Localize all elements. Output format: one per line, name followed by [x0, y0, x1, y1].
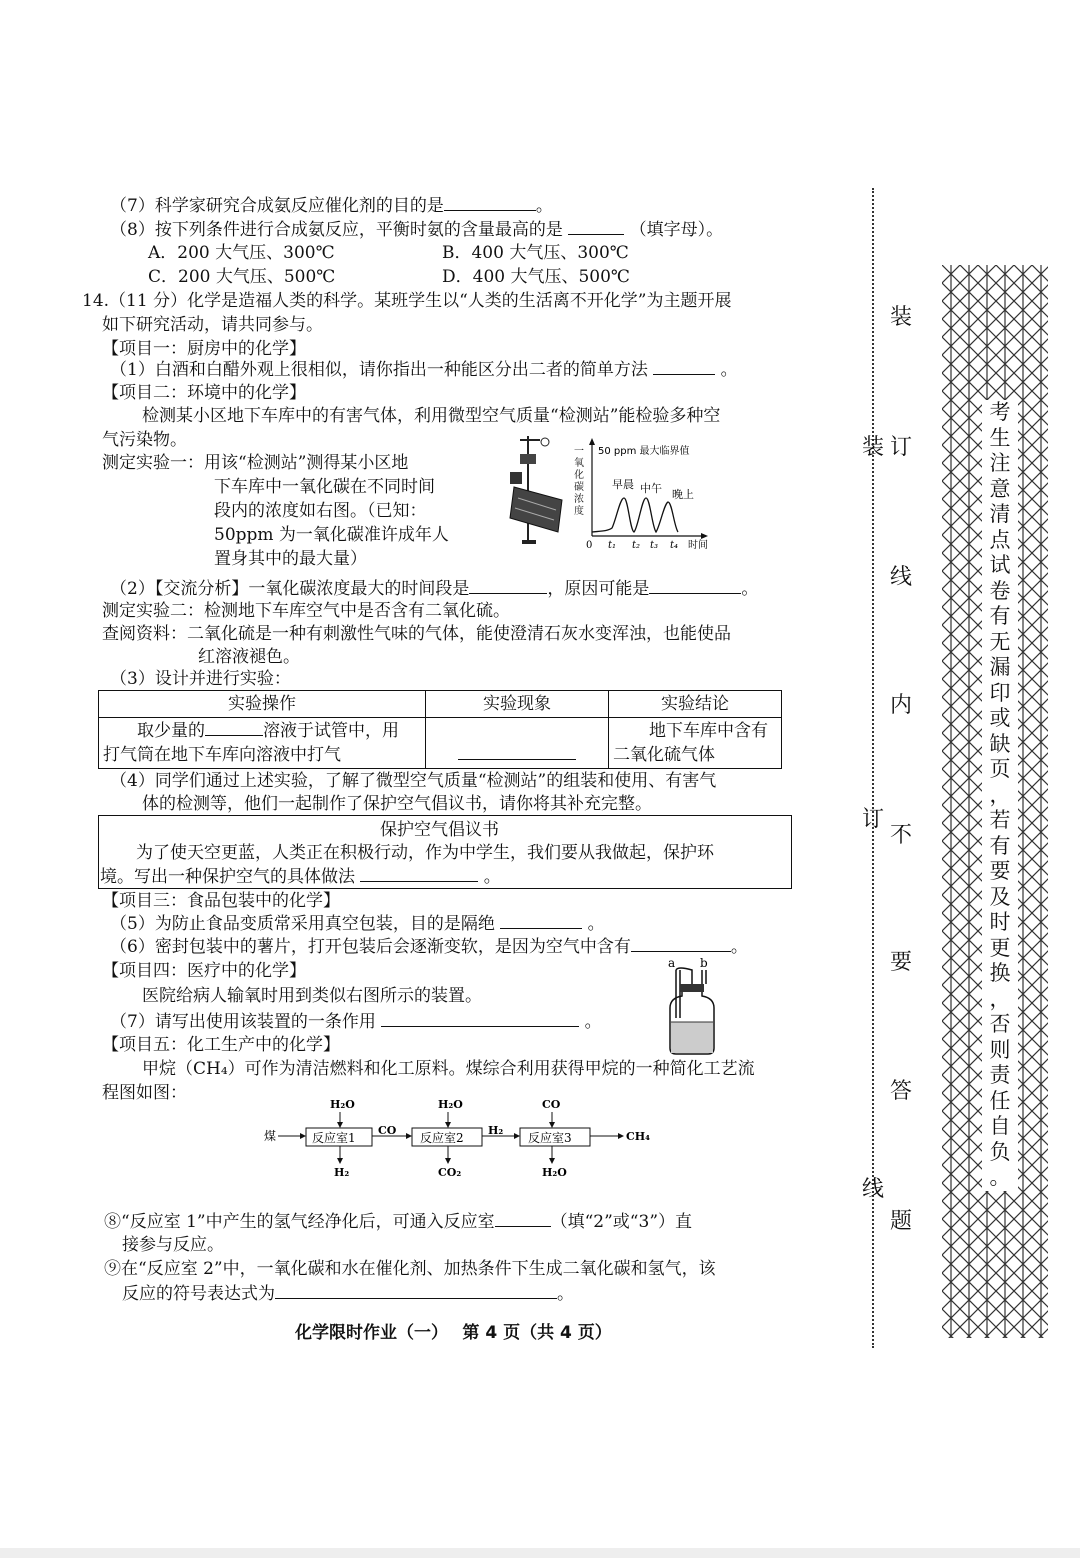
x-axis-arrow [701, 533, 708, 539]
annotation-noon: 中午 [640, 482, 662, 495]
co-concentration-chart [568, 436, 728, 554]
answer-blank[interactable] [444, 194, 536, 211]
p2-intro2: 气污染物。 [102, 430, 187, 450]
answer-blank[interactable] [205, 719, 263, 736]
process-flow-diagram [258, 1096, 658, 1180]
output2-label: CO₂ [438, 1166, 462, 1179]
input3-label: CO [542, 1098, 561, 1111]
side-char: 订 [862, 807, 885, 832]
y-axis-label-char: 化 [574, 470, 584, 481]
q9-circled-line1: ⑨在“反应室 2”中，一氧化碳和水在催化剂、加热条件下生成二氧化碳和氢气，该 [104, 1259, 716, 1279]
annotation-morning: 早晨 [612, 478, 634, 491]
exam-notice [982, 400, 1018, 1191]
side-char: 订 [890, 435, 913, 460]
side-char: 装 [890, 305, 913, 330]
tick-0: 0 [586, 540, 593, 551]
link1-label: CO [378, 1124, 397, 1137]
answer-blank[interactable] [653, 358, 715, 375]
tick-t2: t₂ [632, 540, 641, 551]
p4-intro: 医院给病人输氧时用到类似右图所示的装置。 [142, 986, 482, 1006]
exp1-line4: 50ppm 为一氧化碳准许成年人 [214, 525, 449, 545]
exam-notice-text: 考 生 注 意 清 点 试 卷 有 无 漏 印 或 缺 页 ， 若 有 要 及 时 更 换 ， 否 则 责 任 自 负 。 [989, 400, 1011, 1189]
co-series-line [592, 498, 678, 532]
y-axis-arrow [589, 438, 595, 445]
project3-heading: 【项目三：食品包装中的化学】 [102, 891, 340, 911]
experiment-table [98, 690, 782, 769]
q5-line: （5）为防止食品变质常采用真空包装，目的是隔绝 。 [110, 914, 605, 934]
q7-line: （7）科学家研究合成氨反应催化剂的目的是 。 [110, 196, 553, 216]
p5-line2: 程图如图： [102, 1083, 187, 1103]
option-a: A．200 大气压、300℃ [148, 243, 335, 263]
q14-line1: 14.（11 分）化学是造福人类的科学。某班学生以“人类的生活离不开化学”为主题开展 [82, 291, 732, 311]
cell-phenomenon [426, 718, 609, 769]
y-axis-label-char: 度 [574, 506, 584, 517]
p2-intro1: 检测某小区地下车库中的有害气体，利用微型空气质量“检测站”能检验多种空 [142, 406, 721, 426]
answer-blank[interactable] [568, 218, 624, 235]
p1-q1-line: （1）白酒和白醋外观上很相似，请你指出一种能区分出二者的简单方法 。 [110, 360, 738, 380]
side-char: 不 [890, 823, 913, 848]
q8-line: （8）按下列条件进行合成氨反应，平衡时氨的含量最高的是 （填字母）。 [110, 220, 724, 240]
side-char: 要 [890, 950, 913, 975]
exp1-line1: 测定实验一：用该“检测站”测得某小区地 [102, 453, 409, 473]
exp1-line3: 段内的浓度如右图。（已知： [214, 501, 427, 521]
tick-t1: t₁ [608, 540, 617, 551]
answer-blank[interactable] [381, 1010, 579, 1027]
q14-line2: 如下研究活动，请共同参与。 [102, 315, 323, 335]
q7b-line: （7）请写出使用该装置的一条作用 。 [110, 1012, 602, 1032]
option-b: B．400 大气压、300℃ [442, 243, 629, 263]
side-char: 题 [890, 1209, 913, 1234]
project2-heading: 【项目二：环境中的化学】 [102, 383, 306, 403]
q4-line2: 体的检测等，他们一起制作了保护空气倡议书，请你将其补充完整。 [142, 794, 652, 814]
page-bottom-edge [0, 1548, 1080, 1558]
proposal-title: 保护空气倡议书 [380, 820, 499, 840]
proposal-line1: 为了使天空更蓝，人类正在积极行动，作为中学生，我们要从我做起，保护环 [136, 843, 714, 863]
y-axis-label-char: 浓 [574, 494, 584, 505]
proposal-line2: 境。写出一种保护空气的具体做法 。 [100, 867, 501, 887]
annotation-evening: 晚上 [672, 488, 694, 501]
q8-circled-line2: 接参与反应。 [122, 1235, 224, 1255]
cell-conclusion: 地下车库中含有 二氧化硫气体 [609, 718, 782, 769]
table-row [99, 718, 782, 769]
exp2-line: 测定实验二：检测地下车库空气中是否含有二氧化硫。 [102, 601, 510, 621]
output3-label: H₂O [542, 1166, 567, 1179]
answer-blank[interactable] [649, 577, 741, 594]
q4-line1: （4）同学们通过上述实验，了解了微型空气质量“检测站”的组装和使用、有害气 [110, 771, 717, 791]
product-label: CH₄ [626, 1130, 650, 1143]
header-conclusion: 实验结论 [609, 691, 782, 718]
p5-line1: 甲烷（CH₄）可作为清洁燃料和化工原料。煤综合利用获得甲烷的一种简化工艺流 [142, 1059, 755, 1079]
answer-blank[interactable] [360, 865, 478, 882]
answer-blank[interactable] [275, 1282, 557, 1299]
side-char: 线 [862, 1177, 885, 1202]
ref-line2: 红溶液褪色。 [198, 647, 300, 667]
page-footer: 化学限时作业（一） 第 4 页（共 4 页） [295, 1323, 612, 1343]
ref-line1: 查阅资料：二氧化硫是一种有刺激性气味的气体，能使澄清石灰水变浑浊，也能使品 [102, 624, 731, 644]
coal-label: 煤 [264, 1129, 277, 1143]
header-phenomenon: 实验现象 [426, 691, 609, 718]
output1-label: H₂ [334, 1166, 350, 1179]
option-c: C．200 大气压、500℃ [148, 267, 336, 287]
q2-line: （2）【交流分析】一氧化碳浓度最大的时间段是 ，原因可能是 。 [110, 579, 759, 599]
project1-heading: 【项目一：厨房中的化学】 [102, 339, 306, 359]
exp1-line2: 下车库中一氧化碳在不同时间 [214, 477, 435, 497]
answer-blank[interactable] [495, 1210, 551, 1227]
answer-blank[interactable] [469, 577, 547, 594]
q6-line: （6）密封包装中的薯片，打开包装后会逐渐变软，是因为空气中含有 。 [110, 937, 748, 957]
table-header-row [99, 691, 782, 718]
q3-line: （3）设计并进行实验： [110, 669, 291, 689]
tick-t3: t₃ [650, 540, 659, 551]
input2-label: H₂O [438, 1098, 463, 1111]
answer-blank[interactable] [500, 912, 582, 929]
option-d: D．400 大气压、500℃ [442, 267, 630, 287]
input1-label: H₂O [330, 1098, 355, 1111]
side-char: 装 [862, 435, 885, 460]
room2-label: 反应室2 [420, 1131, 464, 1145]
answer-blank[interactable] [458, 743, 576, 760]
header-operation: 实验操作 [99, 691, 426, 718]
q9-circled-line2: 反应的符号表达式为 。 [122, 1284, 574, 1304]
y-axis-label-char: 氧 [574, 458, 584, 469]
limit-label: 50 ppm 最大临界值 [598, 446, 690, 457]
side-char: 线 [890, 565, 913, 590]
side-char: 内 [890, 693, 913, 718]
tube-b-label: b [700, 956, 708, 970]
tick-t4: t₄ [670, 540, 679, 551]
q8-circled-line1: ⑧“反应室 1”中产生的氢气经净化后，可通入反应室 （填“2”或“3”）直 [104, 1212, 693, 1232]
room3-label: 反应室3 [528, 1131, 572, 1145]
side-char: 答 [890, 1079, 913, 1104]
room1-label: 反应室1 [312, 1131, 356, 1145]
answer-blank[interactable] [631, 935, 731, 952]
gas-bottle-illustration [662, 956, 722, 1056]
exp1-line5: 置身其中的最大量） [214, 549, 367, 569]
monitoring-station-illustration [500, 432, 575, 550]
y-axis-label-char: 一 [574, 446, 584, 457]
y-axis-label-char: 碳 [574, 482, 584, 493]
link2-label: H₂ [488, 1124, 504, 1137]
project5-heading: 【项目五：化工生产中的化学】 [102, 1035, 340, 1055]
x-axis-label: 时间 [688, 540, 708, 551]
cell-operation: 取少量的 溶液于试管中，用 打气筒在地下车库向溶液中打气 [99, 718, 426, 769]
project4-heading: 【项目四：医疗中的化学】 [102, 961, 306, 981]
tube-a-label: a [668, 956, 676, 970]
chart-ylabel [574, 446, 584, 517]
